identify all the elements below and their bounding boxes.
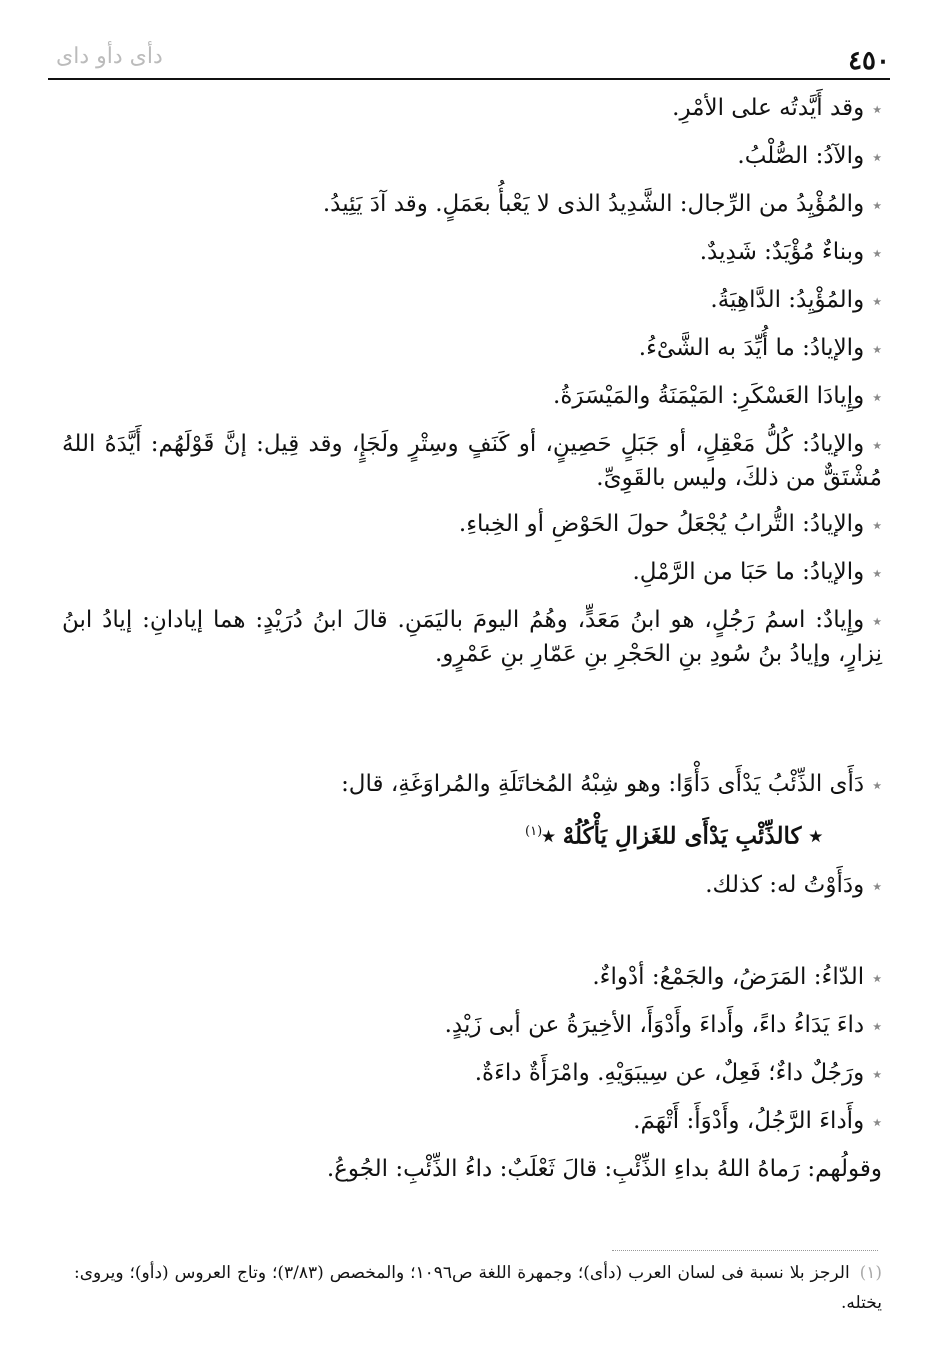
entry-text: وإِيادَا العَسْكَرِ: المَيْمَنَةُ والمَيْسَرَةُ. [553,383,865,409]
entries-group-a [62,92,882,670]
dictionary-entry [62,140,882,174]
entry-marker-icon: ٭ [872,563,882,584]
entry-text: الدّاءُ: المَرَضُ، والجَمْعُ: أدْواءٌ. [592,963,865,990]
dictionary-entry [62,604,882,670]
entry-text: والإيادُ: التُّرابُ يُجْعَلُ حولَ الحَوْضِ أو الخِباءِ. [458,511,865,537]
footnote-divider [612,1250,878,1251]
entry-text: والمُؤْيِدُ من الرِّجال: الشَّدِيدُ الذى لا يَعْبأُ بعَمَلٍ. وقد آدَ يَئِيدُ. [322,191,865,217]
footnote-mark: (١) [859,1263,883,1283]
page-header [48,38,890,80]
footnote-text: الرجز بلا نسبة فى لسان العرب (دأى)؛ وجمهرة اللغة ص١٠٩٦؛ والمخصص (٣/٨٣)؛ وتاج العروس (دأو)؛ ويروى: يختله. [74,1263,882,1313]
entry-marker-icon: ٭ [872,875,882,897]
entry-text: والمُؤْيِدُ: الدَّاهِيَةُ. [710,287,865,313]
entry-text: وقد أَيَّدتُه على الأمْرِ. [672,95,865,121]
dictionary-entry [62,768,882,802]
footnote-reference: (١) [525,824,543,839]
entry-marker-icon: ٭ [872,435,882,456]
dictionary-entry [62,869,882,903]
entries-group-b [62,768,882,802]
dictionary-entry [62,556,882,590]
entry-marker-icon: ٭ [872,1015,882,1037]
entry-marker-icon: ٭ [872,1111,882,1133]
page-number: ٤٥٠ [848,46,890,76]
entry-marker-icon: ٭ [872,147,882,168]
entry-text: والإيادُ: ما أُيِّدَ به الشَّىْءُ. [638,335,865,361]
entry-marker-icon: ٭ [872,339,882,360]
entry-marker-icon: ٭ [872,515,882,536]
dictionary-entry [62,428,882,494]
dictionary-entry [62,1057,882,1091]
faint-section-heading [62,917,882,961]
verse-line [62,816,822,853]
dictionary-entry [62,961,882,995]
dictionary-entry [62,1009,882,1043]
dictionary-entry [62,508,882,542]
dictionary-entry [62,236,882,270]
entry-marker-icon: ٭ [872,1063,882,1085]
entry-marker-icon: ٭ [872,291,882,312]
page-body [62,92,882,1199]
entry-marker-icon: ٭ [872,775,882,796]
running-head: دأى دأو داى [56,44,163,69]
entry-marker-icon: ٭ [872,195,882,216]
faint-section-subheading [62,728,882,768]
entry-marker-icon: ٭ [872,243,882,264]
entry-text: وبناءٌ مُؤْيَدٌ: شَدِيدٌ. [699,239,865,265]
dictionary-entry [62,284,882,318]
entry-text: ودَأَوْتُ له: كذلك. [705,871,865,898]
faint-section-heading [62,684,882,728]
entry-text: والآدُ: الصُّلْبُ. [737,143,865,169]
dictionary-entry [62,1105,882,1139]
footnotes [74,1258,882,1318]
entry-text: دَأَى الذِّئْبُ يَدْأَى دَأْوًا: وهو شِبْهُ المُخاتَلَةِ والمُراوَغَةِ، قال: [341,771,865,797]
entry-text: والإيادُ: ما حَبَا من الرَّمْلِ. [632,559,865,585]
dictionary-entry [62,332,882,366]
entry-text: وقولُهم: رَماهُ اللهُ بداءِ الذِّئْبِ: قالَ ثَعْلَبٌ: داءُ الذِّئْبِ: الجُوعُ. [326,1155,882,1182]
entries-group-c [62,869,882,903]
entry-marker-icon: ٭ [872,99,882,120]
entries-group-d [62,961,882,1185]
dictionary-entry [62,1153,882,1185]
entry-text: وأَداءَ الرَّجُلُ، وأَدْوَأَ: أَتْهَمَ. [633,1107,865,1134]
entry-marker-icon: ٭ [872,611,882,632]
entry-text: داءَ يَدَاءُ داءً، وأَداءَ وأَدْوَأَ، الأخِيرَةُ عن أبى زَيْدٍ. [444,1011,865,1038]
entry-marker-icon: ٭ [872,387,882,408]
dictionary-entry [62,188,882,222]
entry-text: ورَجُلٌ داءٌ؛ فَعِلٌ، عن سِيبَوَيْهِ. وامْرَأَةٌ داءَةٌ. [474,1059,865,1086]
entry-marker-icon: ٭ [872,967,882,989]
entry-text: وإِيادٌ: اسمُ رَجُلٍ، هو ابنُ مَعَدٍّ، وهُمُ اليومَ باليَمَنِ. قالَ ابنُ دُرَيْدٍ: هما إيادانِ: إيادُ ابنُ نِزارٍ، وإيادُ بنُ سُودِ بنِ الحَجْرِ بنِ عَمّارِ بنِ عَمْرٍو. [62,607,882,667]
entry-text: والإيادُ: كُلُّ مَعْقِلٍ، أو جَبَلٍ حَصِينٍ، أو كَنَفٍ وسِتْرٍ ولَجَإٍ، وقد قِيل: إنَّ قَوْلَهُم: أَيَّدَهُ اللهُ مُشْتَقٌّ من ذلكَ، وليس بالقَوِىِّ. [62,431,882,491]
dictionary-entry [62,380,882,414]
dictionary-entry [62,92,882,126]
verse-text: ٭ كالذِّئْبِ يَدْأَى للغَزالِ يَأْكُلُهْ ٭ [542,822,822,850]
